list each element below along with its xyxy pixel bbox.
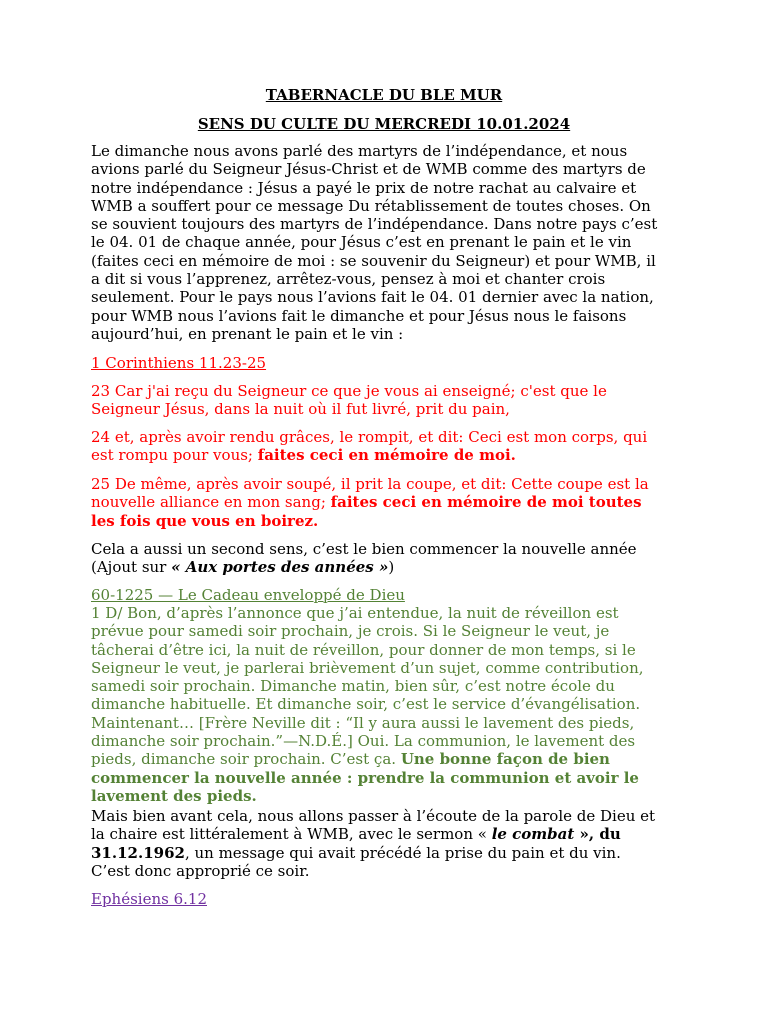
sermon-quote: 1 D/ Bon, d’après l’annonce que j’ai entendue, la nuit de réveillon est prévue pour samedi soir prochain, je crois. Si le Seigneur le veut, je tâcherai d’être ici, la nuit de réveillon, pour donner de mon temps, si le Seigneur le veut, je parlerai brièvement d’un sujet, comme contribution, samedi soir prochain. Dimanche matin, bien sûr, c’est notre école du dimanche habituelle. Et dimanche soir, c’est le service d’évangélisation. Maintenant… [Frère Neville dit : “Il y aura aussi le lavement des pieds, dimanche soir prochain.”—N.D.É.] Oui. La communion, le lavement des pieds, dimanche soir prochain. C’est ça. Une bonne façon de bien commencer la nouvelle année : prendre la communion et avoir le lavement des pieds. [91, 604, 644, 805]
verse-25: 25 De même, après avoir soupé, il prit la coupe, et dit: Cette coupe est la nouvelle alliance en mon sang; faites ceci en mémoire de moi toutes les fois que vous en boirez. [91, 475, 649, 530]
intro-paragraph: Le dimanche nous avons parlé des martyrs de l’indépendance, et nous avions parlé du Seigneur Jésus-Christ et de WMB comme des martyrs de notre indépendance : Jésus a payé le prix de notre rachat au calvaire et WMB a souffert pour ce message Du rétablissement de toutes choses. On se souvient toujours des martyrs de l’indépendance. Dans notre pays c’est le 04. 01 de chaque année, pour Jésus c’est en prenant le pain et le vin (faites ceci en mémoire de moi : se souvenir du Seigneur) et pour WMB, il a dit si vous l’apprenez, arrêtez-vous, pensez à moi et chanter crois seulement. Pour le pays nous l’avions fait le 04. 01 dernier avec la nation, pour WMB nous l’avions fait le dimanche et pour Jésus nous le faisons aujourd’hui, en prenant le pain et le vin : [91, 142, 658, 343]
verse-23: 23 Car j'ai reçu du Seigneur ce que je vous ai enseigné; c'est que le Seigneur Jésus, dans la nuit où il fut livré, prit du pain, [91, 382, 607, 419]
verse-24: 24 et, après avoir rendu grâces, le rompit, et dit: Ceci est mon corps, qui est rompu pour vous; faites ceci en mémoire de moi. [91, 428, 648, 465]
sermon-title-link[interactable]: 60-1225 — Le Cadeau enveloppé de Dieu [91, 586, 405, 604]
document-subtitle: SENS DU CULTE DU MERCREDI 10.01.2024 [197, 115, 571, 133]
ephesians-reference-link[interactable]: Ephésiens 6.12 [91, 890, 207, 908]
second-sense-paragraph: Cela a aussi un second sens, c’est le bien commencer la nouvelle année (Ajout sur « Aux portes des années ») [91, 540, 637, 577]
document-title: TABERNACLE DU BLE MUR [265, 86, 503, 104]
closing-paragraph: Mais bien avant cela, nous allons passer à l’écoute de la parole de Dieu et la chaire est littéralement à WMB, avec le sermon « le combat », du 31.12.1962, un message qui avait précédé la prise du pain et du vin. C’est donc approprié ce soir. [91, 807, 656, 880]
scripture-reference-link[interactable]: 1 Corinthiens 11.23-25 [91, 354, 267, 372]
